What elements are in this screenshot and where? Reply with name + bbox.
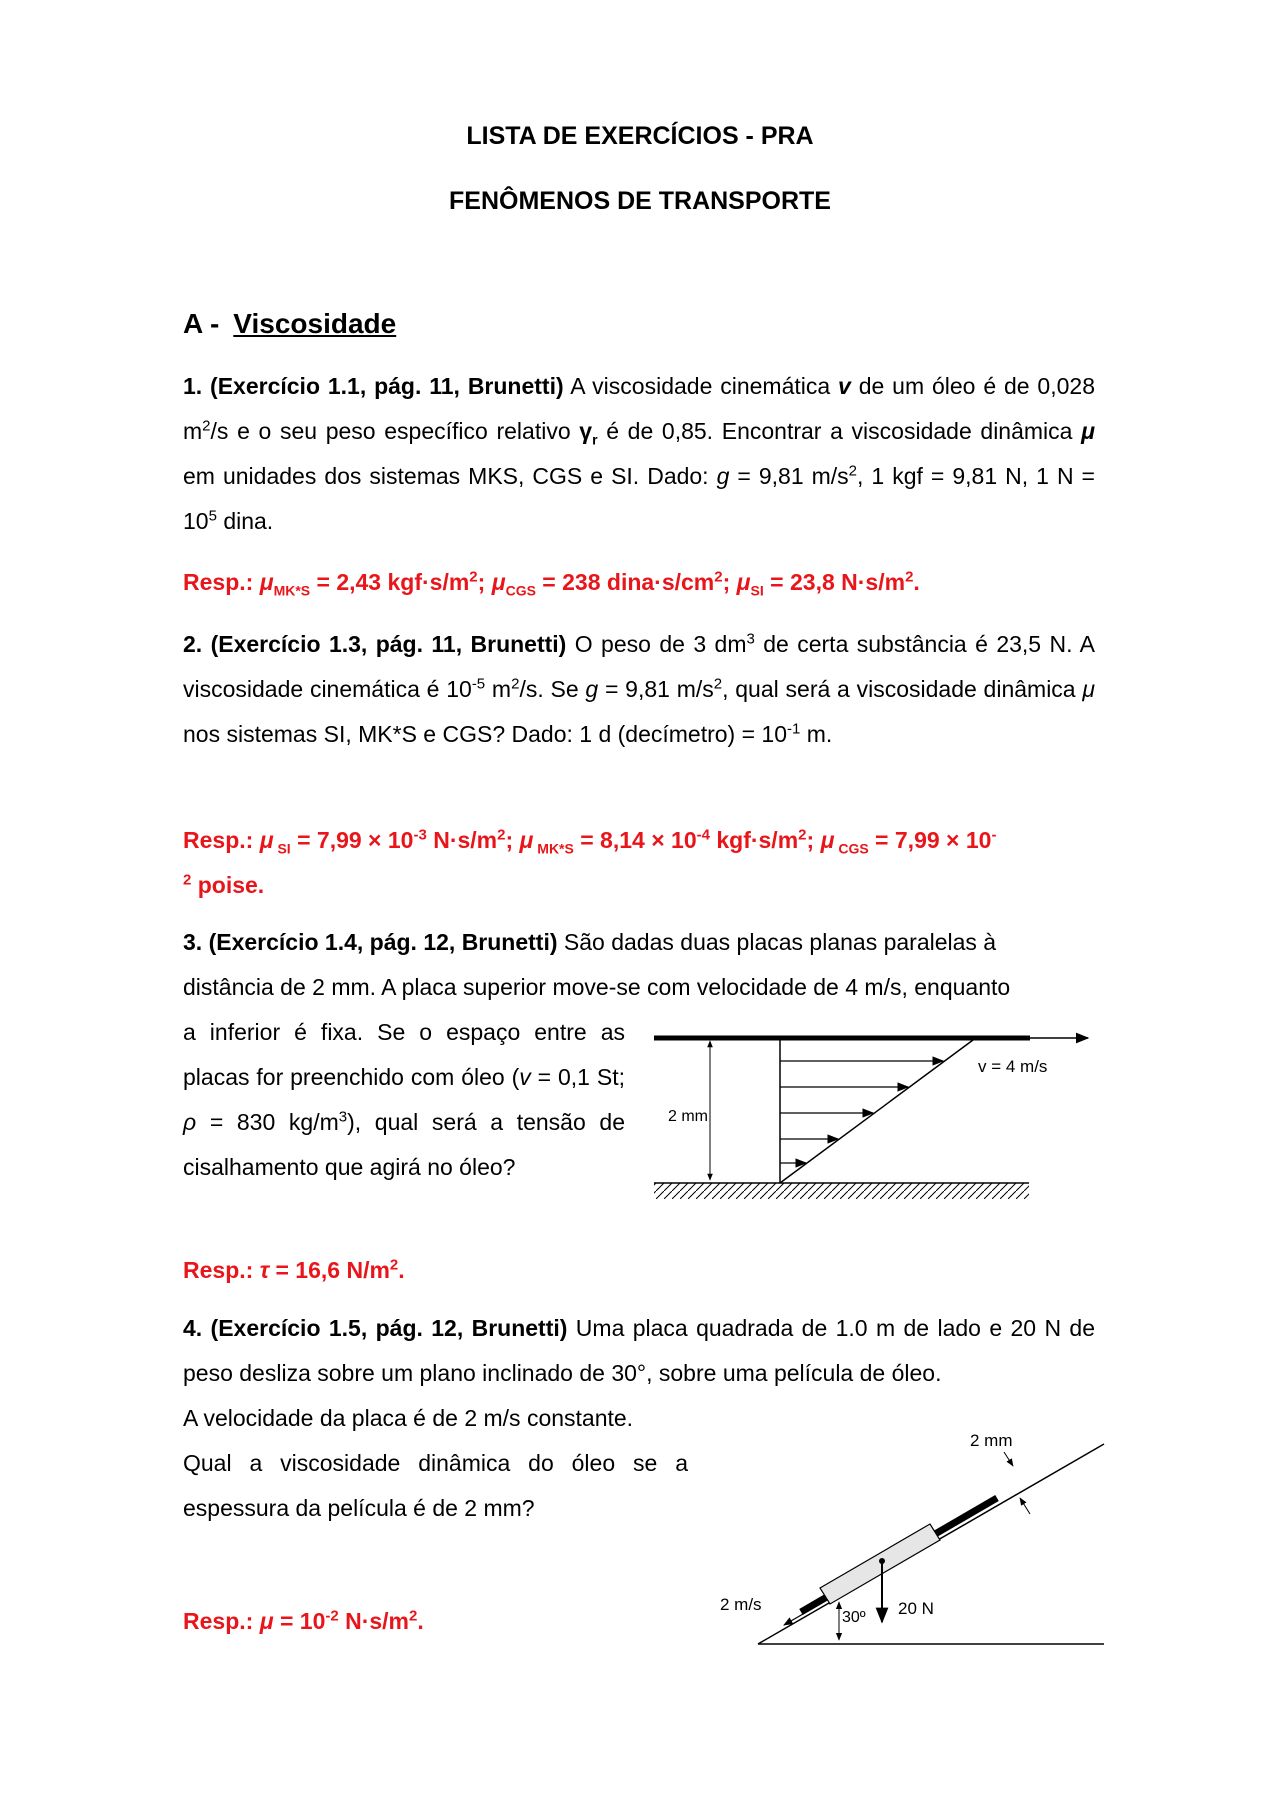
question-3-text: a inferior é fixa. Se o espaço entre as placas for preenchido com óleo (v = 0,1 St; ρ = 830 $kg/m^3$), qual será a tensão de cisalhamento que agirá no óleo?: [183, 1019, 625, 1180]
answer-2: Resp.: μ $_{SI} = 7,99 \times 10^{-3}$ $N\cdot s/m^2$; μ $_{MK*S} = 8,14 \times 10^{-4}$ $kgf\cdot s/m^2$; μ $_{CGS}$ = 7,99 × 10- $^2$ poise.: [183, 826, 997, 898]
question-2: 2. (Exercício 1.3, pág. 11, Brunetti) O peso de 3 $dm^3$ de certa substância é 23,5 N. A viscosidade cinemática é $10^{-5}$ $m^2/s$. Se g = 9,81 $m/s^2$, qual será a viscosidade dinâmica μ nos sistemas SI, MK*S e CGS? Dado: 1 d (decímetro) = $10^{-1}$ m.: [183, 630, 1095, 747]
velocity-profile-figure: [640, 1015, 1100, 1220]
velocity-label: v = 4 m/s: [978, 1057, 1048, 1076]
question-1: 1. (Exercício 1.1, pág. 11, Brunetti) A viscosidade cinemática v de um óleo é de 0,028 $m^2/s$ e o seu peso específico relativo $\gamma_r$ é de 0,85. Encontrar a viscosidade dinâmica μ em unidades dos sistemas MKS, CGS e SI. Dado: g = 9,81 $m/s^2$, 1 kgf = 9,81 N, 1 $N = 10^5$ dina.: [183, 373, 1095, 534]
section-name: Viscosidade: [233, 308, 397, 339]
weight-label: 20 N: [898, 1599, 934, 1618]
answer-3: Resp.: τ = 16,6 $N/m^2$.: [183, 1256, 405, 1283]
section-letter: A -: [183, 308, 220, 339]
question-4-line3: A velocidade da placa é de 2 m/s constante.: [183, 1405, 634, 1431]
question-4-question: Qual a viscosidade dinâmica do óleo se a espessura da película é de 2 mm?: [183, 1450, 688, 1521]
thickness-arrow-top: [1004, 1452, 1013, 1466]
answer-4: Resp.: $\mu = 10^{-2}$ $N\cdot s/m^2$.: [183, 1607, 424, 1634]
ground-hatch: [654, 1183, 1029, 1199]
gap-label: 2 mm: [668, 1108, 708, 1125]
sliding-plate: [820, 1524, 940, 1604]
question-4: 4. (Exercício 1.5, pág. 12, Brunetti) Uma placa quadrada de 1.0 m de lado e 20 N de peso desliza sobre um plano inclinado de 30°, sobre uma película de óleo.: [183, 1315, 1096, 1386]
velocity-label: 2 m/s: [720, 1595, 762, 1614]
question-3-ref: 3. (Exercício 1.4, pág. 12, Brunetti): [183, 929, 558, 955]
angle-label: 30º: [842, 1609, 866, 1626]
answer-1: Resp.: $\mu_{MK*S} = 2,43$ $kgf\cdot s/m^2$; $\mu_{CGS} = 238$ $dina\cdot s/cm^2$; $\mu_{SI} = 23,8$ $N\cdot s/m^2$.: [183, 568, 920, 599]
thickness-arrow-bottom: [1020, 1498, 1030, 1514]
question-4-ref: 4. (Exercício 1.5, pág. 12, Brunetti): [183, 1315, 568, 1341]
plate-velocity-arrow: [784, 1603, 822, 1625]
thickness-label: 2 mm: [970, 1431, 1013, 1450]
center-of-mass: [879, 1558, 885, 1564]
document-subtitle: FENÔMENOS DE TRANSPORTE: [449, 187, 831, 215]
question-1-ref: 1. (Exercício 1.1, pág. 11, Brunetti): [183, 373, 564, 399]
question-3-intro: 3. (Exercício 1.4, pág. 12, Brunetti) São dadas duas placas planas paralelas à distância de 2 mm. A placa superior move-se com velocidade de 4 m/s, enquanto: [183, 929, 1011, 1000]
document-title: LISTA DE EXERCÍCIOS - PRA: [466, 122, 814, 150]
inclined-plane-figure: [700, 1418, 1120, 1658]
section-heading: [183, 308, 396, 340]
question-2-ref: 2. (Exercício 1.3, pág. 11, Brunetti): [183, 631, 567, 657]
